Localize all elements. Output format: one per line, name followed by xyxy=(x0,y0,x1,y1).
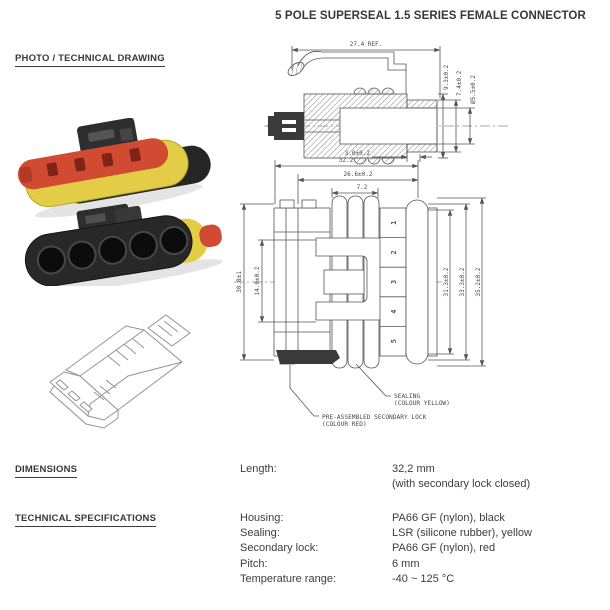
dim-3-0: 3.0±0.2 xyxy=(344,150,370,157)
secondary-lock-value: PA66 GF (nylon), red xyxy=(392,542,496,555)
technical-specifications-heading: TECHNICAL SPECIFICATIONS xyxy=(15,513,156,527)
dim-31-3: 31.3±0.2 xyxy=(443,267,450,297)
dim-27-4-ref: 27.4 REF. xyxy=(349,41,383,48)
cavity-number-3: 3 xyxy=(390,279,398,285)
dim-7-2: 7.2 xyxy=(356,184,368,191)
temperature-range-value: -40 ~ 125 °C xyxy=(392,572,455,585)
label-sealing-line1: SEALING xyxy=(394,393,421,400)
housing-value: PA66 GF (nylon), black xyxy=(392,512,505,524)
dim-30-8: 30.8±1 xyxy=(236,271,243,293)
length-note: (with secondary lock closed) xyxy=(392,478,531,491)
sealing-label: Sealing: xyxy=(240,527,280,540)
dimension-row-length xyxy=(240,462,530,492)
dim-14-0: 14.0±0.2 xyxy=(254,266,261,296)
dim-5-5: Ø5.5±0.2 xyxy=(470,75,477,104)
spec-row-pitch xyxy=(240,557,532,572)
pitch-label: Pitch: xyxy=(240,557,268,570)
dim-33-3: 33.3±0.2 xyxy=(459,267,466,297)
front-section-drawing xyxy=(228,152,498,437)
length-label: Length: xyxy=(240,463,277,475)
dimensions-block xyxy=(240,462,530,492)
temperature-range-label: Temperature range: xyxy=(240,572,336,585)
dimensions-heading: DIMENSIONS xyxy=(15,464,77,478)
spec-row-sealing xyxy=(240,526,532,541)
sealing-value: LSR (silicone rubber), yellow xyxy=(392,527,532,540)
spec-row-housing xyxy=(240,511,532,526)
connector-photos xyxy=(12,118,227,286)
cavity-number-2: 2 xyxy=(390,250,398,255)
label-sealing-line2: (COLOUR YELLOW) xyxy=(394,400,450,407)
label-secondary-lock-line2: (COLOUR RED) xyxy=(322,421,367,428)
photo-technical-drawing-heading: PHOTO / TECHNICAL DRAWING xyxy=(15,53,165,67)
housing-label: Housing: xyxy=(240,512,284,524)
cavity-number-4: 4 xyxy=(390,309,398,314)
page-title: 5 POLE SUPERSEAL 1.5 SERIES FEMALE CONNECTOR xyxy=(275,10,586,22)
cavity-number-5: 5 xyxy=(390,339,398,344)
dim-35-2: 35.2±0.2 xyxy=(475,267,482,297)
dim-32-2: 32.2 xyxy=(338,157,354,164)
spec-row-temperature-range xyxy=(240,572,532,587)
top-section-drawing xyxy=(262,36,512,166)
label-secondary-lock-line1: PRE-ASSEMBLED SECONDARY LOCK xyxy=(322,414,427,421)
isometric-line-drawing xyxy=(30,292,225,447)
length-value: 32,2 mm xyxy=(392,463,435,475)
dim-7-4: 7.4±0.2 xyxy=(456,70,463,96)
cavity-number-1: 1 xyxy=(390,220,398,225)
pitch-value: 6 mm xyxy=(392,557,420,570)
dim-26-6: 26.6±0.2 xyxy=(343,171,373,178)
spec-row-secondary-lock xyxy=(240,541,532,556)
dim-9-3: 9.3±0.2 xyxy=(443,64,450,90)
technical-specifications-block xyxy=(240,511,532,587)
secondary-lock-label: Secondary lock: xyxy=(240,542,319,555)
